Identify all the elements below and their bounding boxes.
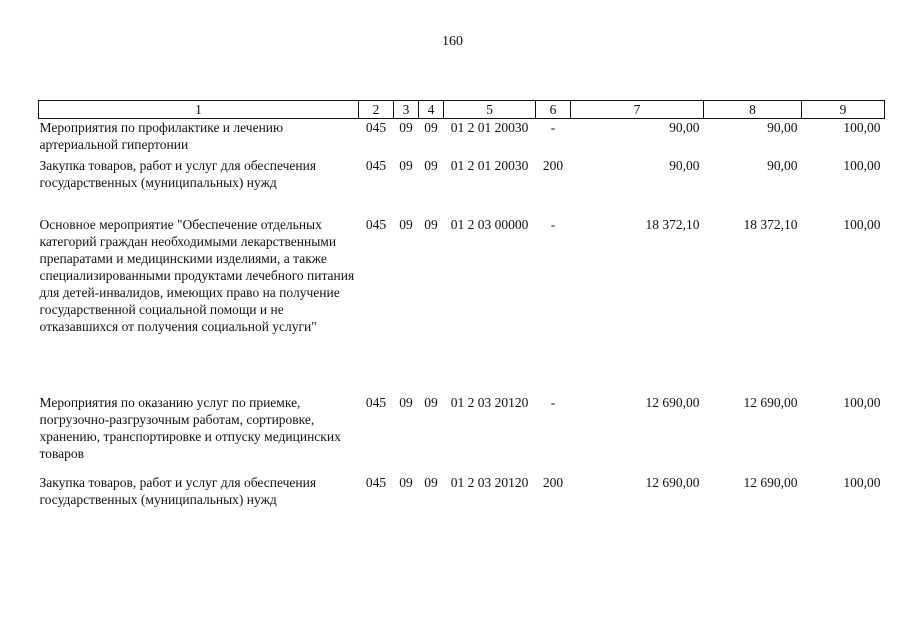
header-cell: 5 <box>444 101 536 119</box>
cell-percent: 100,00 <box>843 157 881 173</box>
table-row <box>39 157 885 216</box>
cell-amount-actual: 90,00 <box>767 157 798 173</box>
table-row <box>39 394 885 474</box>
row-name: Мероприятия по профилактике и лечению артериальной гипертонии <box>39 120 284 152</box>
cell-percent: 100,00 <box>843 120 881 135</box>
cell-admin-code: 045 <box>365 474 387 490</box>
cell-target-code: 01 2 03 20120 <box>450 474 529 490</box>
header-row <box>39 101 885 119</box>
cell-section: 09 <box>399 394 413 410</box>
cell-subsection: 09 <box>424 216 438 232</box>
table-row <box>39 216 885 394</box>
cell-admin-code: 045 <box>365 157 387 173</box>
cell-section: 09 <box>399 474 413 490</box>
table-row <box>39 119 885 157</box>
header-cell: 1 <box>39 101 359 119</box>
cell-amount-plan: 12 690,00 <box>645 474 700 490</box>
table-row <box>39 474 885 514</box>
cell-target-code: 01 2 01 20030 <box>450 120 529 135</box>
cell-percent: 100,00 <box>843 394 881 410</box>
cell-expense-type: - <box>550 120 556 135</box>
cell-target-code: 01 2 01 20030 <box>450 157 529 173</box>
cell-expense-type: 200 <box>542 157 564 173</box>
row-name: Мероприятия по оказанию услуг по приемке, погрузочно-разгрузочным работам, сортировке, хранению, транспортировке и отпуску медицинских товаров <box>39 394 341 461</box>
header-cell: 7 <box>571 101 704 119</box>
cell-subsection: 09 <box>424 157 438 173</box>
budget-table <box>38 100 885 514</box>
cell-amount-plan: 12 690,00 <box>645 394 700 410</box>
cell-amount-actual: 12 690,00 <box>743 474 798 490</box>
cell-percent: 100,00 <box>843 216 881 232</box>
cell-amount-plan: 90,00 <box>669 157 700 173</box>
cell-subsection: 09 <box>424 120 438 135</box>
cell-amount-plan: 18 372,10 <box>645 216 700 232</box>
row-name: Закупка товаров, работ и услуг для обеспечения государственных (муниципальных) нужд <box>39 157 317 190</box>
cell-subsection: 09 <box>424 474 438 490</box>
cell-target-code: 01 2 03 00000 <box>450 216 529 232</box>
header-cell: 4 <box>419 101 444 119</box>
cell-amount-actual: 18 372,10 <box>743 216 798 232</box>
cell-percent: 100,00 <box>843 474 881 490</box>
cell-admin-code: 045 <box>365 216 387 232</box>
cell-admin-code: 045 <box>365 120 387 135</box>
cell-target-code: 01 2 03 20120 <box>450 394 529 410</box>
header-cell: 6 <box>536 101 571 119</box>
header-cell: 9 <box>802 101 885 119</box>
cell-expense-type: - <box>550 216 556 232</box>
page-number: 160 <box>442 34 463 49</box>
cell-expense-type: - <box>550 394 556 410</box>
cell-section: 09 <box>399 157 413 173</box>
cell-admin-code: 045 <box>365 394 387 410</box>
cell-amount-actual: 90,00 <box>767 120 798 135</box>
header-cell: 8 <box>704 101 802 119</box>
header-cell: 3 <box>394 101 419 119</box>
row-name: Закупка товаров, работ и услуг для обеспечения государственных (муниципальных) нужд <box>39 474 317 507</box>
cell-section: 09 <box>399 120 413 135</box>
cell-subsection: 09 <box>424 394 438 410</box>
header-cell: 2 <box>359 101 394 119</box>
cell-section: 09 <box>399 216 413 232</box>
cell-amount-plan: 90,00 <box>669 120 700 135</box>
cell-amount-actual: 12 690,00 <box>743 394 798 410</box>
row-name: Основное мероприятие "Обеспечение отдельных категорий граждан необходимыми лекарственными препаратами и медицинскими изделиями, а также специализированными продуктами лечебного питания для детей-инвалидов, имеющих право на получение государственной социальной помощи и не отказавшихся от получения социальной услуги" <box>39 216 355 334</box>
cell-expense-type: 200 <box>542 474 564 490</box>
